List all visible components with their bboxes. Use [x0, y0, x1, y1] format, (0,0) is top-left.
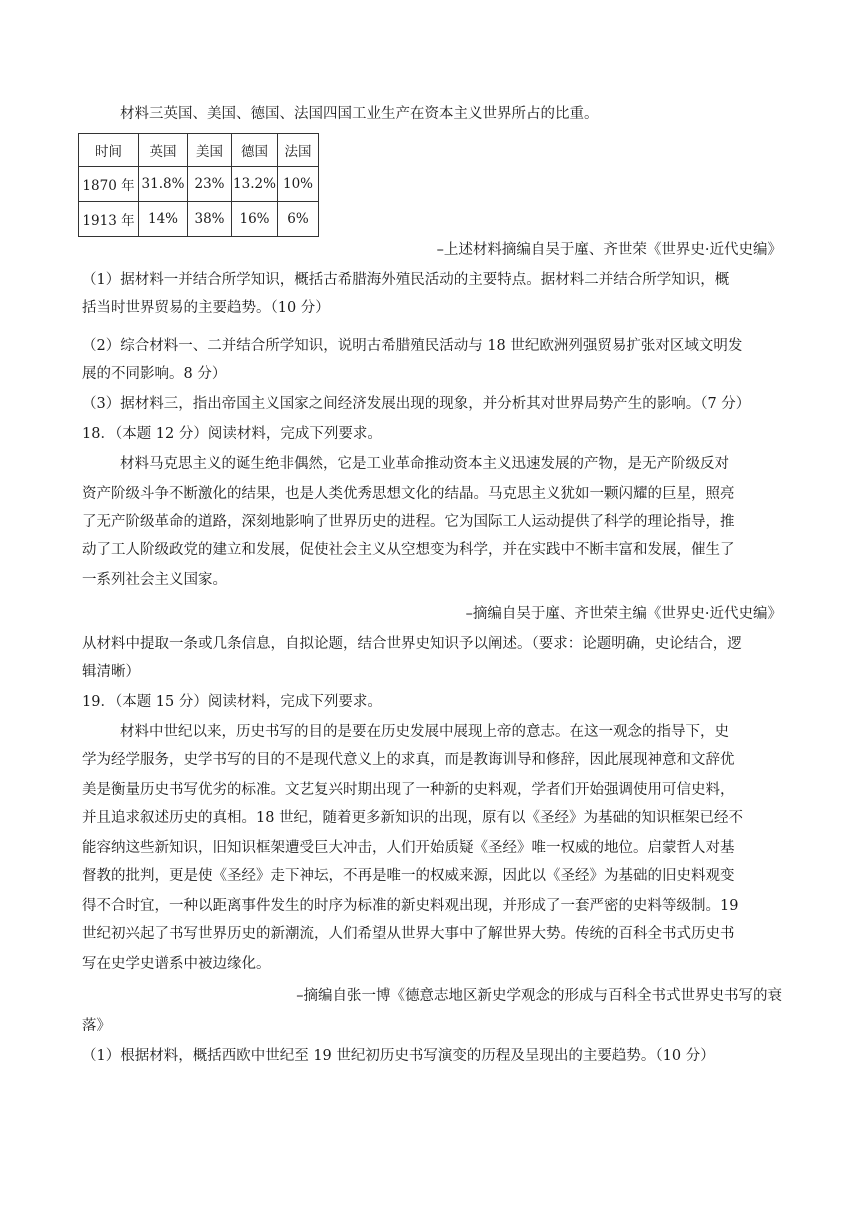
- q19-material-line: 学为经学服务，史学书写的目的不是现代意义上的求真，而是教诲训导和修辞，因此展现神意和文辞优: [82, 752, 735, 768]
- source-citation-q19-line2: 落》: [82, 1018, 111, 1034]
- q18-material-line: 动了工人阶级政党的建立和发展，促使社会主义从空想变为科学，并在实践中不断丰富和发展，催生了: [82, 542, 735, 558]
- q18-material-line: 了无产阶级革命的道路，深刻地影响了世界历史的进程。它为国际工人运动提供了科学的理论指导，推: [82, 514, 735, 530]
- q17-part2-line1: （2）综合材料一、二并结合所学知识，说明古希腊殖民活动与 18 世纪欧洲列强贸易扩张对区域文明发: [82, 338, 743, 354]
- q17-part1-line1: （1）据材料一并结合所学知识，概括古希腊海外殖民活动的主要特点。据材料二并结合所学知识，概: [82, 272, 730, 288]
- q17-part2-line2: 展的不同影响。8 分）: [82, 366, 227, 382]
- table-cell: 13.2%: [232, 167, 278, 202]
- q19-material-line: 督教的批判，更是使《圣经》走下神坛，不再是唯一的权威来源，因此以《圣经》为基础的旧史料观变: [82, 868, 735, 884]
- q19-material-line: 美是衡量历史书写优劣的标准。文艺复兴时期出现了一种新的史料观，学者们开始强调使用可信史料，: [82, 782, 735, 798]
- source-citation-q18: –摘编自吴于廑、齐世荣主编《世界史·近代史编》: [465, 606, 782, 622]
- q19-part1: （1）根据材料，概括西欧中世纪至 19 世纪初历史书写演变的历程及呈现出的主要趋势。（10 分）: [82, 1048, 715, 1064]
- table-header-cell: 德国: [232, 134, 278, 167]
- q17-part3: （3）据材料三，指出帝国主义国家之间经济发展出现的现象，并分析其对世界局势产生的影响。（7 分）: [82, 396, 751, 412]
- q19-material-line: 材料中世纪以来，历史书写的目的是要在历史发展中展现上帝的意志。在这一观念的指导下，史: [120, 724, 729, 740]
- q19-material-line: 并且追求叙述历史的真相。18 世纪，随着更多新知识的出现，原有以《圣经》为基础的知识框架已经不: [82, 810, 744, 826]
- table-cell: 31.8%: [139, 167, 188, 202]
- table-row: [79, 202, 319, 237]
- table-header-cell: 美国: [188, 134, 232, 167]
- q18-material-line: 资产阶级斗争不断激化的结果，也是人类优秀思想文化的结晶。马克思主义犹如一颗闪耀的巨星，照亮: [82, 486, 735, 502]
- table-header-cell: 时间: [79, 134, 139, 167]
- table-header-cell: 法国: [278, 134, 319, 167]
- table-cell: 16%: [232, 202, 278, 237]
- q18-material-line: 一系列社会主义国家。: [82, 572, 227, 588]
- q19-material-line: 得不合时宜，一种以距离事件发生的时序为标准的新史料观出现，并形成了一套严密的史料等级制。19: [82, 898, 739, 914]
- table-cell: 38%: [188, 202, 232, 237]
- source-citation-q17: –上述材料摘编自吴于廑、齐世荣《世界史·近代史编》: [436, 242, 782, 258]
- table-header-cell: 英国: [139, 134, 188, 167]
- table-cell: 1870 年: [79, 167, 139, 202]
- table-cell: 6%: [278, 202, 319, 237]
- q19-material-line: 写在史学史谱系中被边缘化。: [82, 956, 271, 972]
- q18-material-line: 材料马克思主义的诞生绝非偶然，它是工业革命推动资本主义迅速发展的产物，是无产阶级反对: [120, 456, 729, 472]
- q19-title: 19．（本题 15 分）阅读材料，完成下列要求。: [82, 694, 382, 710]
- table-cell: 23%: [188, 167, 232, 202]
- source-citation-q19-line1: –摘编自张一博《德意志地区新史学观念的形成与百科全书式世界史书写的衰: [296, 988, 782, 1004]
- q18-requirement-line1: 从材料中提取一条或几条信息，自拟论题，结合世界史知识予以阐述。（要求：论题明确，史论结合，逻: [82, 636, 742, 652]
- table-row: [79, 167, 319, 202]
- q19-material-line: 能容纳这些新知识，旧知识框架遭受巨大冲击，人们开始质疑《圣经》唯一权威的地位。启蒙哲人对基: [82, 840, 735, 856]
- material3-intro: 材料三英国、美国、德国、法国四国工业生产在资本主义世界所占的比重。: [120, 106, 599, 122]
- table-cell: 1913 年: [79, 202, 139, 237]
- table-header-row: [79, 134, 319, 167]
- industrial-share-table: [78, 133, 319, 237]
- q17-part1-line2: 括当时世界贸易的主要趋势。（10 分）: [82, 300, 330, 316]
- table-cell: 14%: [139, 202, 188, 237]
- q18-requirement-line2: 辑清晰）: [82, 664, 140, 680]
- q18-title: 18．（本题 12 分）阅读材料，完成下列要求。: [82, 426, 382, 442]
- table-cell: 10%: [278, 167, 319, 202]
- q19-material-line: 世纪初兴起了书写世界历史的新潮流，人们希望从世界大事中了解世界大势。传统的百科全书式历史书: [82, 926, 735, 942]
